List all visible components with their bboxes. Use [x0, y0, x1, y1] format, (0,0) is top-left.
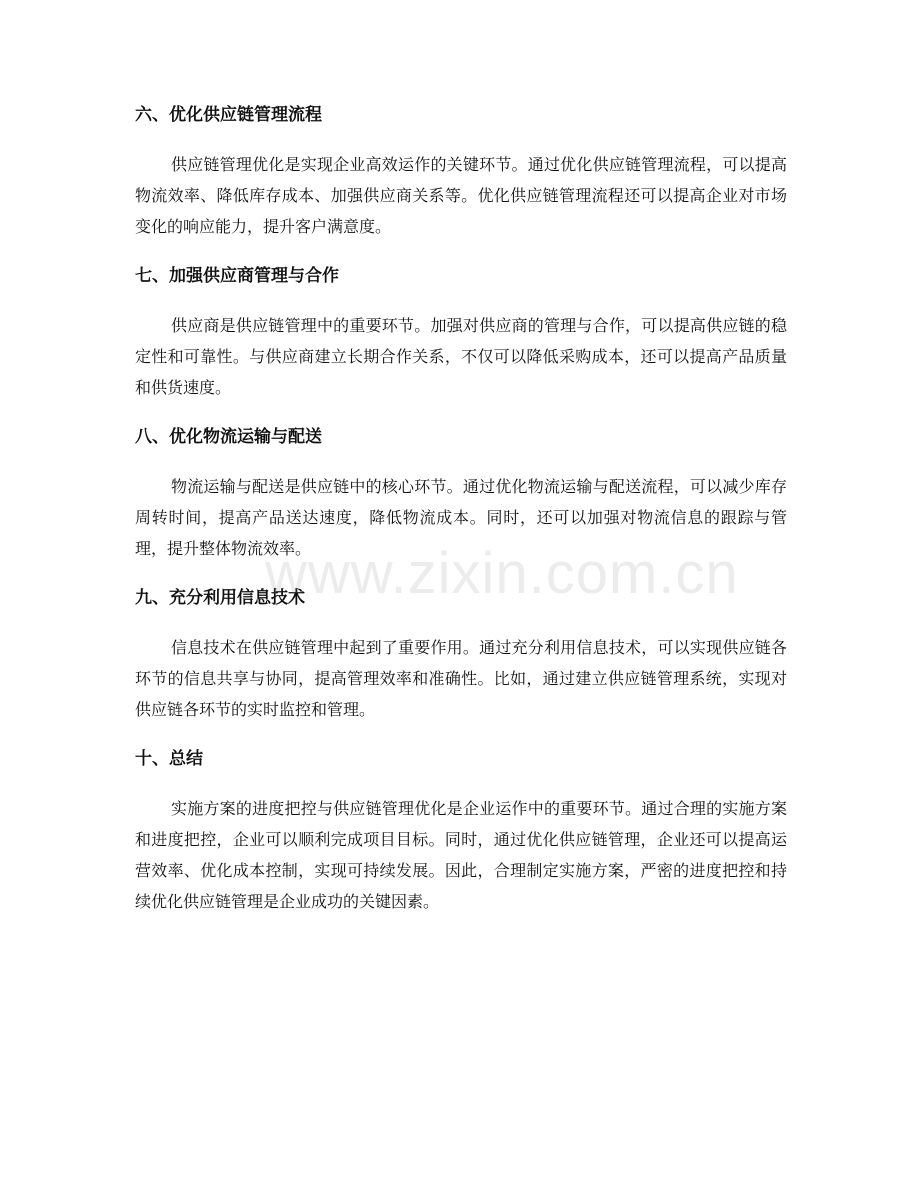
section-heading: 七、加强供应商管理与合作	[135, 266, 339, 286]
section-6	[135, 103, 787, 242]
section-heading: 十、总结	[135, 749, 203, 769]
section-heading: 九、充分利用信息技术	[135, 588, 305, 608]
section-paragraph: 物流运输与配送是供应链中的核心环节。通过优化物流运输与配送流程，可以减少库存周转时间，提高产品送达速度，降低物流成本。同时，还可以加强对物流信息的跟踪与管理，提升整体物流效率。	[135, 477, 787, 558]
section-8	[135, 425, 787, 564]
watermark: www.zixin.com.cn	[265, 541, 739, 606]
section-7	[135, 264, 787, 403]
section-10	[135, 747, 787, 917]
section-paragraph: 实施方案的进度把控与供应链管理优化是企业运作中的重要环节。通过合理的实施方案和进度把控，企业可以顺利完成项目目标。同时，通过优化供应链管理，企业还可以提高运营效率、优化成本控制，实现可持续发展。因此，合理制定实施方案，严密的进度把控和持续优化供应链管理是企业成功的关键因素。	[135, 799, 787, 911]
section-heading: 八、优化物流运输与配送	[135, 427, 322, 447]
section-paragraph: 供应链管理优化是实现企业高效运作的关键环节。通过优化供应链管理流程，可以提高物流效率、降低库存成本、加强供应商关系等。优化供应链管理流程还可以提高企业对市场变化的响应能力，提升客户满意度。	[135, 155, 787, 236]
section-heading: 六、优化供应链管理流程	[135, 105, 322, 125]
section-paragraph: 供应商是供应链管理中的重要环节。加强对供应商的管理与合作，可以提高供应链的稳定性和可靠性。与供应商建立长期合作关系，不仅可以降低采购成本，还可以提高产品质量和供货速度。	[135, 316, 787, 397]
section-paragraph: 信息技术在供应链管理中起到了重要作用。通过充分利用信息技术，可以实现供应链各环节的信息共享与协同，提高管理效率和准确性。比如，通过建立供应链管理系统，实现对供应链各环节的实时监控和管理。	[135, 638, 787, 719]
section-9	[135, 586, 787, 725]
document-content	[135, 103, 787, 939]
